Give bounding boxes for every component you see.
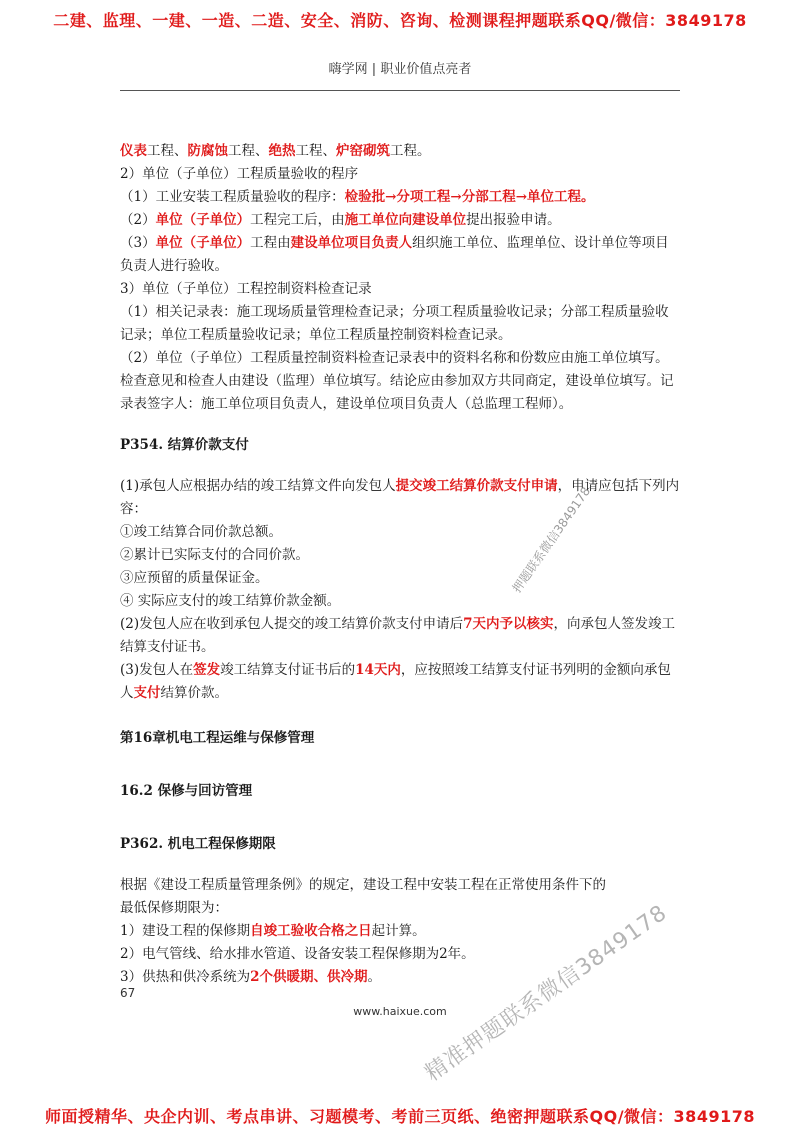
highlight-text: 14天内 bbox=[355, 662, 401, 678]
text: 工程。 bbox=[390, 143, 431, 159]
highlight-text: 防腐蚀 bbox=[187, 143, 228, 159]
highlight-text: 建设单位项目负责人 bbox=[290, 235, 413, 251]
text: 组织施工单位、监理单位、设计单位等项目负责人进行验收。 bbox=[120, 235, 669, 274]
paragraph bbox=[120, 186, 680, 209]
highlight-text: 单位（子单位） bbox=[155, 212, 251, 228]
bottom-promo-banner: 师面授精华、央企内训、考点串讲、习题模考、考前三页纸、绝密押题联系QQ/微信：3849178 bbox=[45, 1107, 755, 1126]
highlight-text: 单位（子单位） bbox=[155, 235, 251, 251]
paragraph bbox=[120, 475, 680, 521]
paragraph: 2）单位（子单位）工程质量验收的程序 bbox=[120, 166, 359, 182]
text: （1）工业安装工程质量验收的程序： bbox=[120, 189, 345, 205]
text: （3） bbox=[120, 235, 156, 251]
text: 工程完工后，由 bbox=[250, 212, 345, 228]
highlight-text: 自竣工验收合格之日 bbox=[250, 923, 372, 939]
section-heading: P354. 结算价款支付 bbox=[120, 437, 249, 453]
text: 结算价款。 bbox=[160, 685, 228, 701]
highlight-text: 7天内予以核实 bbox=[463, 616, 554, 632]
page-content bbox=[120, 140, 680, 989]
text: ，申请应包括下列内容： bbox=[120, 478, 680, 517]
text: (1)承包人应根据办结的竣工结算文件向发包人 bbox=[120, 478, 396, 494]
paragraph bbox=[120, 140, 680, 163]
list-item: 2）电气管线、给水排水管道、设备安装工程保修期为2年。 bbox=[120, 946, 475, 962]
highlight-text: 2个供暖期、供冷期 bbox=[250, 969, 368, 985]
watermark-large: 精准押题联系微信3849178 bbox=[420, 900, 672, 1087]
header-divider bbox=[120, 90, 680, 91]
text: (2)发包人应在收到承包人提交的竣工结算价款支付申请后 bbox=[120, 616, 464, 632]
text: (3)发包人在 bbox=[120, 662, 194, 678]
highlight-text: 绝热 bbox=[268, 143, 296, 159]
highlight-text: 炉窑砌筑 bbox=[336, 143, 390, 159]
highlight-text: 签发 bbox=[193, 662, 221, 678]
page-header: 嗨学网 | 职业价值点亮者 bbox=[328, 62, 472, 77]
paragraph: （2）单位（子单位）工程质量控制资料检查记录表中的资料名称和份数应由施工单位填写。检查意见和检查人由建设（监理）单位填写。结论应由参加双方共同商定，建设单位填写。记录表签字人：施工单位项目负责人，建设单位项目负责人（总监理工程师）。 bbox=[120, 350, 674, 412]
list-item: ③应预留的质量保证金。 bbox=[120, 570, 269, 586]
paragraph: （1）相关记录表：施工现场质量管理检查记录；分项工程质量验收记录；分部工程质量验收记录；单位工程质量验收记录；单位工程质量控制资料检查记录。 bbox=[120, 304, 669, 343]
text: 工程由 bbox=[250, 235, 291, 251]
text: （2） bbox=[120, 212, 156, 228]
paragraph: 3）单位（子单位）工程控制资料检查记录 bbox=[120, 281, 372, 297]
top-promo-banner: 二建、监理、一建、一造、二造、安全、消防、咨询、检测课程押题联系QQ/微信：3849178 bbox=[53, 11, 747, 30]
section-heading: P362. 机电工程保修期限 bbox=[120, 836, 276, 852]
list-item: ④ 实际应支付的竣工结算价款金额。 bbox=[120, 593, 341, 609]
highlight-text: 提交竣工结算价款支付申请 bbox=[395, 478, 558, 494]
highlight-text: 支付 bbox=[133, 685, 161, 701]
text: 3）供热和供冷系统为 bbox=[120, 969, 251, 985]
paragraph bbox=[120, 209, 680, 232]
list-item: ②累计已实际支付的合同价款。 bbox=[120, 547, 309, 563]
chapter-heading: 第16章机电工程运维与保修管理 bbox=[120, 730, 315, 746]
text: 。 bbox=[367, 969, 381, 985]
highlight-text: 施工单位向建设单位 bbox=[344, 212, 467, 228]
paragraph bbox=[120, 659, 680, 705]
watermark-small: 押题联系微信3849178 bbox=[509, 484, 594, 596]
text: 1）建设工程的保修期 bbox=[120, 923, 251, 939]
text: 提出报验申请。 bbox=[466, 212, 561, 228]
text: 工程、 bbox=[147, 143, 188, 159]
paragraph: 最低保修期限为： bbox=[120, 900, 228, 916]
text: 工程、 bbox=[295, 143, 336, 159]
text: ，应按照竣工结算支付证书列明的金额向承包人 bbox=[120, 662, 671, 701]
text: ，向承包人签发竣工结算支付证书。 bbox=[120, 616, 676, 655]
paragraph bbox=[120, 613, 680, 659]
paragraph bbox=[120, 232, 680, 278]
highlight-text: 检验批→分项工程→分部工程→单位工程。 bbox=[344, 189, 595, 205]
paragraph: 根据《建设工程质量管理条例》的规定，建设工程中安装工程在正常使用条件下的 bbox=[120, 877, 606, 893]
highlight-text: 仪表 bbox=[120, 143, 147, 159]
footer-site-url: www.haixue.com bbox=[353, 1005, 447, 1018]
text: 工程、 bbox=[228, 143, 269, 159]
page-number: 67 bbox=[120, 986, 136, 1000]
subsection-heading: 16.2 保修与回访管理 bbox=[120, 783, 253, 799]
text: 起计算。 bbox=[371, 923, 426, 939]
text: 竣工结算支付证书后的 bbox=[220, 662, 356, 678]
list-item: ①竣工结算合同价款总额。 bbox=[120, 524, 282, 540]
